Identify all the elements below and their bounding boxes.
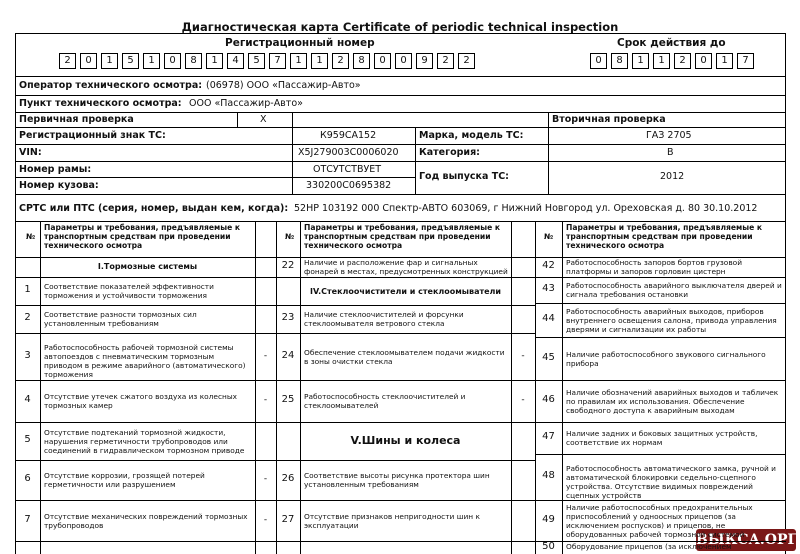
table-divider [276, 422, 535, 423]
reg-digit: 7 [269, 53, 286, 69]
vin-value: X5J279003C0006020 [298, 147, 399, 158]
reg-digit: 2 [458, 53, 475, 69]
row-number: 25 [281, 394, 295, 405]
reg-digit: 1 [101, 53, 118, 69]
table-divider [276, 541, 535, 542]
table-divider [535, 422, 786, 423]
table-divider [276, 277, 535, 278]
table-divider [255, 221, 256, 554]
row-text: Отсутствие утечек сжатого воздуха из колесных тормозных камер [44, 392, 238, 410]
result-dash: - [521, 350, 525, 361]
table-divider [300, 221, 301, 554]
divider [292, 112, 293, 127]
validity-digit: 1 [653, 53, 670, 69]
reg-digit: 2 [59, 53, 76, 69]
row-number: 22 [281, 260, 295, 271]
divider [15, 112, 786, 113]
validity-digit: 1 [632, 53, 649, 69]
operator-value: (06978) ООО «Пассажир-Авто» [206, 80, 361, 91]
row-number: 2 [24, 312, 31, 323]
row-text: Работоспособность рабочей тормозной системы автопоездов с пневматическим тормозным приводом в режиме аварийного (автоматического) торможения [44, 343, 246, 379]
reg-digit: 8 [185, 53, 202, 69]
result-dash: - [263, 474, 268, 484]
table-divider [15, 277, 276, 278]
row-number: 7 [24, 513, 31, 525]
table-divider [562, 221, 563, 554]
row-number: 1 [24, 284, 31, 295]
operator-label: Оператор технического осмотра: [19, 80, 203, 91]
reg-number-label: Регистрационный номер [225, 37, 375, 49]
col-param-header: Параметры и требования, предъявляемые к транспортным средствам при проведении технического осмотра [44, 223, 241, 250]
reg-digit: 2 [437, 53, 454, 69]
divider [15, 144, 786, 145]
table-divider [276, 460, 535, 461]
table-divider [535, 380, 786, 381]
row-number: 46 [542, 394, 555, 405]
table-divider [276, 305, 535, 306]
table-divider [15, 333, 276, 334]
vin-label: VIN: [19, 147, 42, 158]
result-dash: - [263, 514, 268, 525]
srts-label: СРТС или ПТС (серия, номер, выдан кем, когда): [19, 203, 289, 214]
validity-digit: 2 [674, 53, 691, 69]
table-divider [276, 333, 535, 334]
validity-digit: 1 [716, 53, 733, 69]
reg-digit: 0 [80, 53, 97, 69]
row-text: Наличие работоспособных предохранительных приспособлений у одноосных прицепов (за исключением роспусков) и прицепов, не оборудованных рабочей тормозной системой [566, 502, 753, 539]
plate-label: Регистрационный знак ТС: [19, 130, 166, 141]
reg-digit: 0 [374, 53, 391, 69]
row-text: Соответствие разности тормозных сил установленным требованиям [44, 310, 197, 328]
primary-check-label: Первичная проверка [19, 114, 134, 125]
divider [415, 127, 416, 194]
row-number: 43 [542, 283, 555, 294]
validity-digit: 0 [590, 53, 607, 69]
category-label: Категория: [419, 147, 480, 158]
section-brakes: I.Тормозные системы [97, 262, 198, 271]
row-number: 49 [542, 513, 555, 525]
divider [237, 112, 238, 127]
body-number-value: 330200С0695382 [306, 180, 392, 191]
table-divider [15, 541, 276, 542]
row-text: Наличие задних и боковых защитных устройств, соответствие их нормам [566, 429, 758, 447]
row-text: Отсутствие подтеканий тормозной жидкости, нарушения герметичности трубопроводов или соединений в гидравлическом тормозном приводе [44, 427, 245, 455]
row-number: 5 [24, 434, 31, 445]
row-text: Отсутствие механических повреждений тормозных трубопроводов [44, 511, 248, 530]
row-text: Наличие обозначений аварийных выходов и табличек по правилам их использования. Обеспечение свободного доступа к аварийным выходам [566, 387, 779, 415]
row-number: 26 [281, 473, 295, 484]
table-divider [15, 422, 276, 423]
row-text: Отсутствие коррозии, грозящей потерей герметичности или разрушением [44, 471, 205, 489]
reg-digit: 1 [290, 53, 307, 69]
table-divider [15, 380, 276, 381]
row-text: Наличие и расположение фар и сигнальных фонарей в местах, предусмотренных конструкцией [304, 258, 508, 276]
validity-digit: 0 [695, 53, 712, 69]
row-text: Работоспособность автоматического замка, ручной и автоматической блокировки седельно-сцепного устройства. Отсутствие видимых повреждений сцепных устройств [566, 463, 776, 500]
row-number: 45 [542, 351, 555, 363]
reg-digit: 0 [164, 53, 181, 69]
result-dash: - [263, 395, 268, 405]
make-value: ГАЗ 2705 [646, 130, 692, 141]
validity-digit: 7 [737, 53, 754, 69]
inspection-point-label: Пункт технического осмотра: [19, 98, 182, 109]
row-text: Соответствие показателей эффективности торможения и устойчивости торможения [44, 282, 214, 300]
row-text: Работоспособность аварийных выходов, приборов внутреннего освещения салона, привода управления дверями и сигнализации их работы [566, 306, 777, 334]
row-text: Работоспособность аварийного выключателя дверей и сигнала требования остановки [566, 281, 782, 299]
plate-value: К959СА152 [320, 130, 377, 141]
table-divider [276, 380, 535, 381]
year-label: Год выпуска ТС: [419, 171, 509, 182]
reg-digit: 1 [206, 53, 223, 69]
row-text: Наличие работоспособного звукового сигнального прибора [566, 349, 766, 368]
row-number: 44 [542, 313, 555, 324]
table-divider [535, 500, 786, 501]
reg-digit: 1 [143, 53, 160, 69]
row-text: Обеспечение стеклоомывателем подачи жидкости в зоны очистки стекла [304, 347, 505, 366]
reg-digit: 8 [353, 53, 370, 69]
table-divider [15, 305, 276, 306]
make-label: Марка, модель ТС: [419, 130, 524, 141]
row-number: 50 [542, 540, 555, 552]
validity-digit: 8 [611, 53, 628, 69]
reg-digit: 4 [227, 53, 244, 69]
reg-digit: 2 [332, 53, 349, 69]
row-text: Работоспособность стеклоочистителей и стеклоомывателей [304, 392, 466, 410]
primary-check-mark: X [260, 114, 267, 125]
divider [15, 127, 786, 128]
row-text: Работоспособность запоров бортов грузовой платформы и запоров горловин цистерн [566, 258, 742, 276]
col-param-header: Параметры и требования, предъявляемые к транспортным средствам при проведении технического осмотра [304, 223, 501, 250]
result-dash: - [263, 350, 268, 361]
row-number: 27 [281, 513, 295, 525]
divider [15, 221, 786, 222]
section-wipers: IV.Стеклоочистители и стеклоомыватели [309, 287, 502, 296]
col-param-header: Параметры и требования, предъявляемые к транспортным средствам при проведении технического осмотра [566, 223, 763, 250]
table-divider [535, 337, 786, 338]
table-divider [15, 500, 276, 501]
table-divider [511, 221, 512, 554]
body-number-label: Номер кузова: [19, 180, 99, 191]
row-number: 48 [542, 470, 555, 481]
table-divider [535, 277, 786, 278]
reg-digit: 0 [395, 53, 412, 69]
table-divider [535, 303, 786, 304]
col-no-header: № [544, 232, 554, 241]
row-text: Наличие стеклоочистителей и форсунки стеклоомывателя ветрового стекла [304, 310, 464, 328]
divider [548, 112, 549, 127]
validity-label: Срок действия до [617, 37, 726, 49]
divider [15, 95, 786, 96]
watermark-logo: ВЫКСА.ОРГ [696, 529, 796, 551]
col-no-header: № [285, 232, 295, 241]
inspection-point-value: ООО «Пассажир-Авто» [189, 98, 303, 109]
divider [15, 76, 786, 77]
divider [15, 161, 786, 162]
table-divider [276, 500, 535, 501]
table-divider [15, 460, 276, 461]
row-number: 24 [281, 349, 295, 361]
row-text: Отсутствие признаков непригодности шин к эксплуатации [304, 511, 480, 530]
reg-digit: 5 [248, 53, 265, 69]
srts-value: 52НР 103192 000 Спектр-АВТО 603069, г Нижний Новгород ул. Ореховская д. 80 30.10.2012 [294, 203, 758, 214]
secondary-check-label: Вторичная проверка [552, 114, 666, 125]
row-number: 4 [24, 394, 31, 405]
section-tires: V.Шины и колеса [350, 434, 461, 447]
result-dash: - [521, 395, 525, 405]
row-text: Оборудование прицепов (за исключением [566, 542, 732, 551]
row-number: 42 [542, 260, 555, 271]
category-value: В [667, 147, 674, 158]
frame-number-value: ОТСУТСТВУЕТ [313, 164, 382, 175]
divider [548, 127, 549, 194]
row-number: 3 [24, 349, 31, 361]
divider [15, 177, 415, 178]
row-number: 47 [542, 431, 555, 442]
row-number: 6 [24, 473, 31, 484]
row-text: Соответствие высоты рисунка протектора шин установленным требованиям [304, 471, 490, 489]
divider [292, 127, 293, 194]
reg-digit: 9 [416, 53, 433, 69]
document-title: Диагностическая карта Certificate of periodic technical inspection [181, 20, 619, 34]
reg-digit: 5 [122, 53, 139, 69]
col-no-header: № [26, 232, 36, 241]
year-value: 2012 [660, 171, 685, 182]
divider [15, 194, 786, 195]
reg-digit: 1 [311, 53, 328, 69]
table-divider [535, 454, 786, 455]
frame-number-label: Номер рамы: [19, 164, 92, 175]
row-number: 23 [281, 312, 295, 323]
